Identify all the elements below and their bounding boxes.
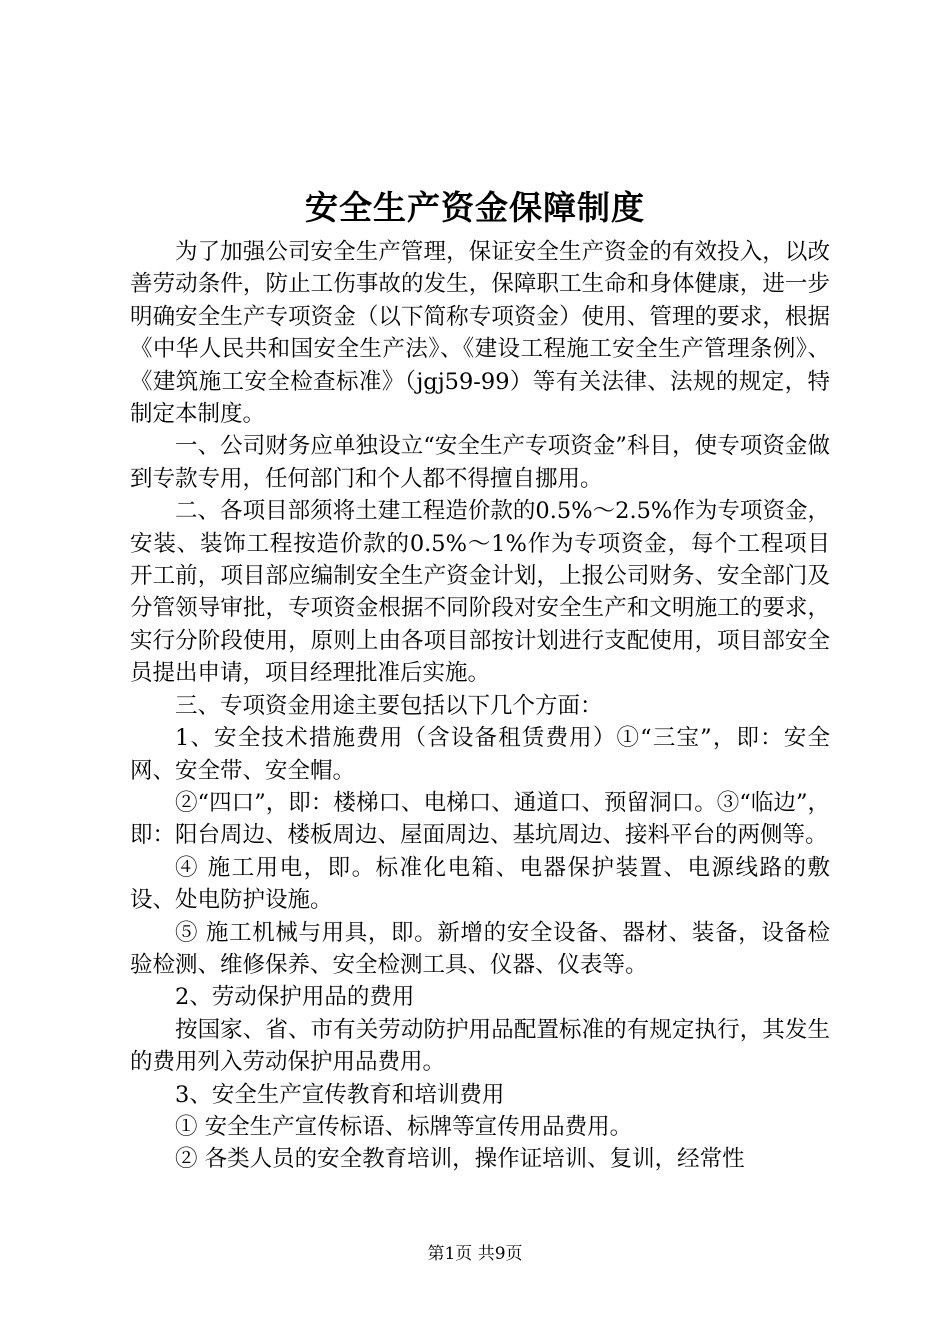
document-body [130, 236, 830, 1176]
paragraph-sub-3-1: ① 安全生产宣传标语、标牌等宣传用品费用。 [175, 1113, 633, 1140]
paragraph-intro: 为了加强公司安全生产管理，保证安全生产资金的有效投入，以改善劳动条件，防止工伤事故的发生，保障职工生命和身体健康，进一步明确安全生产专项资金（以下简称专项资金）使用、管理的要求，根据《中华人民共和国安全生产法》、《建设工程施工安全生产管理条例》、《建筑施工安全检查标准》（jgj59-99）等有关法律、法规的规定，特制定本制度。 [130, 239, 830, 428]
paragraph-sub-1-5: ⑤ 施工机械与用具，即。新增的安全设备、器材、装备，设备检验检测、维修保养、安全检测工具、仪器、仪表等。 [130, 919, 830, 978]
paragraph-sub-1-4: ④ 施工用电，即。标准化电箱、电器保护装置、电源线路的敷设、处电防护设施。 [130, 854, 830, 914]
paragraph-sub-1-2-3: ②“四口”，即：楼梯口、电梯口、通道口、预留洞口。③“临边”，即：阳台周边、楼板周边、屋面周边、基坑周边、接料平台的两侧等。 [130, 789, 830, 849]
paragraph-item-2: 二、各项目部须将土建工程造价款的0.5%～2.5%作为专项资金，安装、装饰工程按造价款的0.5%～1%作为专项资金，每个工程项目开工前，项目部应编制安全生产资金计划，上报公司财务、安全部门及分管领导审批，专项资金根据不同阶段对安全生产和文明施工的要求，实行分阶段使用，原则上由各项目部按计划进行支配使用，项目部安全员提出申请，项目经理批准后实施。 [130, 498, 830, 687]
document-title: 安全生产资金保障制度 [305, 188, 645, 227]
paragraph-sub-2-heading: 2、劳动保护用品的费用 [175, 984, 415, 1011]
page-footer: 第1页 共9页 [427, 1244, 523, 1264]
paragraph-sub-1: 1、安全技术措施费用（含设备租赁费用）①“三宝”，即：安全网、安全带、安全帽。 [130, 725, 830, 784]
paragraph-sub-3-2: ② 各类人员的安全教育培训，操作证培训、复训，经常性 [175, 1146, 745, 1173]
paragraph-sub-3-heading: 3、安全生产宣传教育和培训费用 [175, 1081, 505, 1108]
paragraph-sub-2-body: 按国家、省、市有关劳动防护用品配置标准的有规定执行，其发生的费用列入劳动保护用品费用。 [130, 1016, 830, 1076]
paragraph-item-1: 一、公司财务应单独设立“安全生产专项资金”科目，使专项资金做到专款专用，任何部门和个人都不得擅自挪用。 [130, 433, 830, 492]
paragraph-item-3: 三、专项资金用途主要包括以下几个方面： [175, 692, 603, 719]
